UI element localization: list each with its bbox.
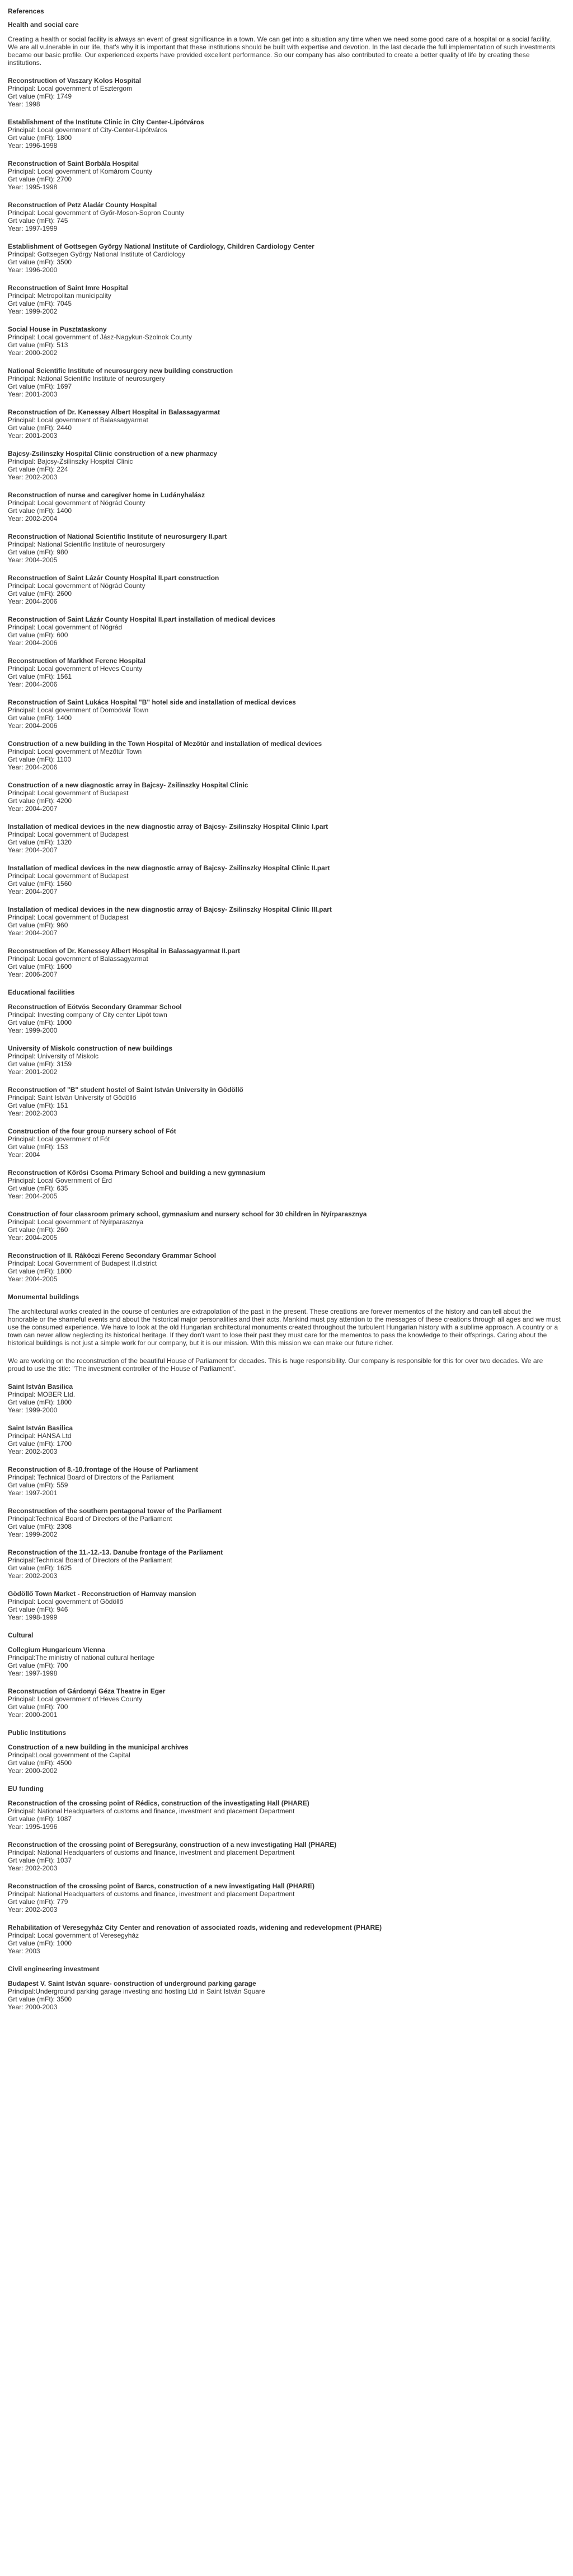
project-value: Grt value (mFt): 1400	[8, 714, 72, 722]
project-title: Reconstruction of 8.-10.frontage of the House of Parliament	[8, 1466, 199, 1473]
project-title: Reconstruction of Saint Borbála Hospital	[8, 160, 139, 167]
project-entry	[8, 1003, 570, 1034]
project-year: Year: 2004-2007	[8, 888, 58, 895]
project-principal: Principal: Local government of Esztergom	[8, 85, 133, 92]
project-principal: Principal:Local government of the Capital	[8, 1751, 130, 1759]
project-principal: Principal: National Scientific Institute of neurosurgery	[8, 540, 165, 548]
section-civil-engineering-investment	[8, 1965, 570, 2011]
project-principal: Principal: Investing company of City center Lipót town	[8, 1011, 167, 1019]
project-entry	[8, 1646, 570, 1677]
project-title: Reconstruction of Dr. Kenessey Albert Hospital in Balassagyarmat II.part	[8, 947, 241, 955]
project-entry	[8, 1882, 570, 1914]
project-value: Grt value (mFt): 1800	[8, 134, 72, 142]
project-value: Grt value (mFt): 1100	[8, 755, 72, 763]
project-value: Grt value (mFt): 2308	[8, 1523, 72, 1530]
section-health-and-social-care	[8, 21, 570, 978]
project-year: Year: 2003	[8, 1947, 40, 1955]
project-principal: Principal: Metropolitan municipality	[8, 292, 111, 300]
project-entry	[8, 1424, 570, 1455]
project-value: Grt value (mFt): 3500	[8, 1995, 72, 2003]
project-value: Grt value (mFt): 151	[8, 1102, 68, 1109]
project-entry	[8, 1507, 570, 1538]
project-year: Year: 2004-2006	[8, 680, 58, 688]
project-value: Grt value (mFt): 1560	[8, 880, 72, 888]
section-educational-facilities	[8, 988, 570, 1283]
project-year: Year: 2004-2007	[8, 929, 58, 937]
project-year: Year: 2004-2005	[8, 1234, 58, 1242]
project-entry	[8, 1799, 570, 1831]
project-entry	[8, 201, 570, 232]
project-title: Gödöllő Town Market - Reconstruction of Hamvay mansion	[8, 1590, 196, 1598]
project-principal: Principal: University of Miskolc	[8, 1052, 99, 1060]
project-principal: Principal: HANSA Ltd	[8, 1432, 72, 1440]
project-title: Construction of a new diagnostic array in Bajcsy- Zsilinszky Hospital Clinic	[8, 781, 248, 789]
section-title: EU funding	[8, 1785, 44, 1793]
project-value: Grt value (mFt): 745	[8, 217, 68, 225]
project-year: Year: 1998	[8, 100, 40, 108]
project-entry	[8, 615, 570, 647]
section-title: Educational facilities	[8, 988, 75, 996]
project-year: Year: 2001-2002	[8, 1068, 58, 1076]
section-monumental-buildings	[8, 1293, 570, 1621]
project-value: Grt value (mFt): 980	[8, 548, 68, 556]
project-value: Grt value (mFt): 153	[8, 1143, 68, 1151]
section-title: Civil engineering investment	[8, 1965, 100, 1973]
project-year: Year: 1999-2000	[8, 1026, 58, 1034]
section-title: Cultural	[8, 1631, 34, 1639]
project-value: Grt value (mFt): 700	[8, 1662, 68, 1669]
project-title: Saint István Basilica	[8, 1383, 73, 1390]
section-title: Monumental buildings	[8, 1293, 79, 1301]
project-title: Reconstruction of Saint Lázár County Hospital II.part installation of medical devices	[8, 615, 276, 623]
project-year: Year: 1997-2001	[8, 1489, 58, 1497]
project-year: Year: 1997-1999	[8, 225, 58, 232]
project-year: Year: 1996-1998	[8, 142, 58, 150]
project-year: Year: 2004-2005	[8, 1275, 58, 1283]
project-title: Reconstruction of the crossing point of Rédics, construction of the investigating Hall (PHARE)	[8, 1799, 309, 1807]
project-entry	[8, 325, 570, 357]
project-title: Rehabilitation of Veresegyház City Center and renovation of associated roads, widening and redevelopment (PHARE)	[8, 1924, 382, 1931]
project-year: Year: 2001-2003	[8, 432, 58, 440]
project-title: Construction of the four group nursery school of Fót	[8, 1127, 176, 1135]
project-value: Grt value (mFt): 700	[8, 1703, 68, 1711]
project-entry	[8, 864, 570, 895]
project-principal: Principal: Local government of Komárom County	[8, 167, 153, 175]
project-value: Grt value (mFt): 3159	[8, 1060, 72, 1068]
project-entry	[8, 1687, 570, 1719]
project-year: Year: 2006-2007	[8, 970, 58, 978]
project-value: Grt value (mFt): 1625	[8, 1564, 72, 1572]
section-public-institutions	[8, 1729, 570, 1775]
project-principal: Principal: Local government of Heves County	[8, 1695, 143, 1703]
project-entry	[8, 77, 570, 108]
project-principal: Principal: Local government of Heves County	[8, 665, 143, 673]
section-intro-paragraph: The architectural works created in the course of centuries are extrapolation of the past in the present. These creations are forever mementos of the history and can tell about the honorable or the shameful events and about the historical major personalities and their acts. Mankind must pay attention to the messages of these creations through all ages and we must use the consumed experience. We have to look at the old Hungarian architectural monuments created throughout the turbulent Hungarian history with a sublime approach. A country or a town can never allow neglecting its historical heritage. If they don't want to lose their past they must care for the mementos to pass the knowledge to their offsprings. Caring about the historical buildings is not just a simple work for our company, but it is our mission. With this mission we can make our future richer.	[8, 1308, 561, 1347]
project-entry	[8, 1548, 570, 1580]
page-title: References	[8, 7, 44, 15]
project-year: Year: 2002-2003	[8, 1864, 58, 1872]
project-value: Grt value (mFt): 960	[8, 921, 68, 929]
project-principal: Principal: Local government of Győr-Moson-Sopron County	[8, 209, 184, 217]
project-title: Installation of medical devices in the new diagnostic array of Bajcsy- Zsilinszky Hospital Clinic III.part	[8, 906, 332, 913]
project-principal: Principal: National Headquarters of customs and finance, investment and placement Department	[8, 1807, 295, 1815]
section-intro-paragraph: Creating a health or social facility is always an event of great significance in a town. We can get into a situation any time when we need some good care of a hospital or a social facility. We are all vulnerable in our life, that's why it is important that these institutions should be built with expertise and devotion. In the last decade the full implementation of such investments became our basic profile. Our experienced experts have provided excellent performance. So our company has also contributed to create a better quality of life by creating these institutions.	[8, 35, 556, 67]
project-entry	[8, 823, 570, 854]
project-title: Reconstruction of Saint Lázár County Hospital II.part construction	[8, 574, 219, 582]
project-principal: Principal: Local government of Nógrád County	[8, 582, 145, 590]
project-principal: Principal: Local Government of Érd	[8, 1177, 112, 1184]
project-value: Grt value (mFt): 1749	[8, 92, 72, 100]
project-entry	[8, 1924, 570, 1955]
project-value: Grt value (mFt): 4500	[8, 1759, 72, 1767]
project-principal: Principal: Local government of Budapest	[8, 913, 129, 921]
project-principal: Principal: Local government of Budapest	[8, 789, 129, 797]
project-year: Year: 1999-2000	[8, 1406, 58, 1414]
sections-container	[8, 21, 570, 2011]
project-title: Reconstruction of Saint Imre Hospital	[8, 284, 128, 292]
project-title: Establishment of Gottsegen György National Institute of Cardiology, Children Cardiology Center	[8, 242, 314, 250]
project-title: Reconstruction of Petz Aladár County Hospital	[8, 201, 157, 209]
project-value: Grt value (mFt): 4200	[8, 797, 72, 805]
project-year: Year: 1998-1999	[8, 1613, 58, 1621]
project-principal: Principal: Bajcsy-Zsilinszky Hospital Clinic	[8, 458, 133, 465]
project-year: Year: 1996-2000	[8, 266, 58, 274]
project-principal: Principal: Local government of Balassagyarmat	[8, 955, 148, 963]
project-value: Grt value (mFt): 1800	[8, 1398, 72, 1406]
project-entry	[8, 740, 570, 771]
project-entry	[8, 1210, 570, 1242]
project-year: Year: 2004-2007	[8, 846, 58, 854]
project-entry	[8, 242, 570, 274]
project-value: Grt value (mFt): 1000	[8, 1019, 72, 1026]
project-value: Grt value (mFt): 513	[8, 341, 68, 349]
project-entry	[8, 1086, 570, 1117]
project-year: Year: 1995-1998	[8, 183, 58, 191]
project-value: Grt value (mFt): 7045	[8, 300, 72, 307]
project-entry	[8, 574, 570, 605]
project-principal: Principal: National Headquarters of customs and finance, investment and placement Department	[8, 1849, 295, 1856]
project-year: Year: 1999-2002	[8, 307, 58, 315]
project-title: Installation of medical devices in the new diagnostic array of Bajcsy- Zsilinszky Hospital Clinic II.part	[8, 864, 330, 872]
project-value: Grt value (mFt): 1000	[8, 1939, 72, 1947]
project-title: Reconstruction of National Scientific Institute of neurosurgery II.part	[8, 533, 227, 540]
project-principal: Principal: MOBER Ltd.	[8, 1390, 76, 1398]
project-year: Year: 2002-2004	[8, 515, 58, 522]
project-year: Year: 2004-2005	[8, 1192, 58, 1200]
project-principal: Principal:Technical Board of Directors of the Parliament	[8, 1556, 172, 1564]
project-value: Grt value (mFt): 1320	[8, 838, 72, 846]
project-title: Reconstruction of "B" student hostel of Saint István University in Gödöllő	[8, 1086, 243, 1094]
project-value: Grt value (mFt): 1800	[8, 1267, 72, 1275]
project-year: Year: 2004-2006	[8, 598, 58, 605]
project-principal: Principal: Local government of Nógrád County	[8, 499, 145, 507]
project-title: Establishment of the Institute Clinic in City Center-Lipótváros	[8, 118, 204, 126]
project-entry	[8, 1044, 570, 1076]
project-principal: Principal: National Scientific Institute of neurosurgery	[8, 375, 165, 382]
project-entry	[8, 1841, 570, 1872]
project-year: Year: 2002-2003	[8, 1906, 58, 1914]
project-principal: Principal: Local government of Nyírparasznya	[8, 1218, 144, 1226]
project-entry	[8, 906, 570, 937]
project-principal: Principal:The ministry of national cultural heritage	[8, 1654, 155, 1662]
project-principal: Principal: Local government of Dombóvár Town	[8, 706, 149, 714]
project-entry	[8, 491, 570, 522]
section-eu-funding	[8, 1785, 570, 1955]
project-title: Saint István Basilica	[8, 1424, 73, 1432]
project-entry	[8, 284, 570, 315]
project-year: Year: 2004-2006	[8, 722, 58, 730]
project-value: Grt value (mFt): 559	[8, 1481, 68, 1489]
project-entry	[8, 533, 570, 564]
project-principal: Principal: Local government of City-Center-Lipótváros	[8, 126, 167, 134]
project-value: Grt value (mFt): 1600	[8, 963, 72, 970]
project-principal: Principal: Local government of Mezőtúr Town	[8, 748, 142, 755]
project-year: Year: 1995-1996	[8, 1823, 58, 1831]
project-entry	[8, 1590, 570, 1621]
project-entry	[8, 1383, 570, 1414]
project-value: Grt value (mFt): 1037	[8, 1856, 72, 1864]
project-title: Construction of a new building in the municipal archives	[8, 1743, 189, 1751]
project-year: Year: 2002-2003	[8, 1448, 58, 1455]
project-title: Reconstruction of II. Rákóczi Ferenc Secondary Grammar School	[8, 1252, 217, 1259]
project-year: Year: 2004-2007	[8, 805, 58, 813]
project-value: Grt value (mFt): 3500	[8, 258, 72, 266]
project-year: Year: 1997-1998	[8, 1669, 58, 1677]
project-entry	[8, 160, 570, 191]
project-value: Grt value (mFt): 2440	[8, 424, 72, 432]
project-entry	[8, 408, 570, 440]
section-intro-paragraph: We are working on the reconstruction of the beautiful House of Parliament for decades. This is huge responsibility. Our company is responsible for this for over two decades. We are proud to use the title: "The investment controller of the House of Parliament".	[8, 1357, 543, 1373]
project-entry	[8, 1980, 570, 2011]
section-title: Public Institutions	[8, 1729, 66, 1737]
project-year: Year: 1999-2002	[8, 1530, 58, 1538]
project-year: Year: 2004-2006	[8, 763, 58, 771]
project-entry	[8, 781, 570, 813]
project-title: Reconstruction of Vaszary Kolos Hospital	[8, 77, 142, 85]
project-principal: Principal: Local government of Budapest	[8, 872, 129, 880]
project-year: Year: 2002-2003	[8, 473, 58, 481]
project-year: Year: 2000-2003	[8, 2003, 58, 2011]
project-principal: Principal: Local government of Jász-Nagykun-Szolnok County	[8, 333, 192, 341]
project-value: Grt value (mFt): 600	[8, 631, 68, 639]
project-year: Year: 2002-2003	[8, 1572, 58, 1580]
section-title: Health and social care	[8, 21, 79, 29]
project-value: Grt value (mFt): 1087	[8, 1815, 72, 1823]
project-title: Budapest V. Saint István square- construction of underground parking garage	[8, 1980, 256, 1987]
project-title: National Scientific Institute of neurosurgery new building construction	[8, 367, 233, 375]
project-title: University of Miskolc construction of new buildings	[8, 1044, 173, 1052]
project-title: Reconstruction of Gárdonyi Géza Theatre in Eger	[8, 1687, 166, 1695]
project-year: Year: 2000-2001	[8, 1711, 58, 1719]
project-entry	[8, 1169, 570, 1200]
project-value: Grt value (mFt): 1400	[8, 507, 72, 515]
project-principal: Principal: Local government of Fót	[8, 1135, 110, 1143]
section-cultural	[8, 1631, 570, 1719]
project-title: Reconstruction of the 11.-12.-13. Danube frontage of the Parliament	[8, 1548, 223, 1556]
project-principal: Principal:Underground parking garage investing and hosting Ltd in Saint István Square	[8, 1987, 265, 1995]
project-title: Reconstruction of the crossing point of Beregsurány, construction of a new investigating Hall (PHARE)	[8, 1841, 337, 1849]
project-title: Reconstruction of Markhot Ferenc Hospital	[8, 657, 146, 665]
project-title: Construction of four classroom primary school, gymnasium and nursery school for 30 children in Nyírparasznya	[8, 1210, 367, 1218]
project-entry	[8, 698, 570, 730]
project-year: Year: 2002-2003	[8, 1109, 58, 1117]
project-principal: Principal:Technical Board of Directors of the Parliament	[8, 1515, 172, 1523]
project-title: Reconstruction of Saint Lukács Hospital "B" hotel side and installation of medical devices	[8, 698, 296, 706]
project-entry	[8, 1466, 570, 1497]
project-entry	[8, 367, 570, 398]
project-entry	[8, 947, 570, 978]
project-year: Year: 2004-2006	[8, 639, 58, 647]
project-principal: Principal: Local Government of Budapest II.district	[8, 1259, 157, 1267]
project-principal: Principal: Local government of Budapest	[8, 830, 129, 838]
project-year: Year: 2000-2002	[8, 1767, 58, 1775]
project-value: Grt value (mFt): 224	[8, 465, 68, 473]
project-value: Grt value (mFt): 2600	[8, 590, 72, 598]
project-value: Grt value (mFt): 1700	[8, 1440, 72, 1448]
project-value: Grt value (mFt): 946	[8, 1606, 68, 1613]
project-principal: Principal: Local government of Balassagyarmat	[8, 416, 148, 424]
project-title: Reconstruction of nurse and caregiver home in Ludányhalász	[8, 491, 205, 499]
project-title: Reconstruction of Dr. Kenessey Albert Hospital in Balassagyarmat	[8, 408, 220, 416]
project-entry	[8, 450, 570, 481]
project-title: Bajcsy-Zsilinszky Hospital Clinic construction of a new pharmacy	[8, 450, 218, 458]
project-entry	[8, 1127, 570, 1159]
project-title: Reconstruction of the southern pentagonal tower of the Parliament	[8, 1507, 222, 1515]
project-year: Year: 2004	[8, 1151, 40, 1159]
project-principal: Principal: National Headquarters of customs and finance, investment and placement Department	[8, 1890, 295, 1898]
project-title: Reconstruction of Eötvös Secondary Grammar School	[8, 1003, 182, 1011]
project-principal: Principal: Saint István University of Gödöllő	[8, 1094, 137, 1102]
project-year: Year: 2000-2002	[8, 349, 58, 357]
project-principal: Principal: Local government of Nógrád	[8, 623, 123, 631]
project-title: Reconstruction of the crossing point of Barcs, construction of a new investigating Hall (PHARE)	[8, 1882, 315, 1890]
project-entry	[8, 118, 570, 150]
project-title: Construction of a new building in the Town Hospital of Mezőtúr and installation of medical devices	[8, 740, 322, 748]
project-principal: Principal: Local government of Gödöllő	[8, 1598, 124, 1606]
project-value: Grt value (mFt): 2700	[8, 175, 72, 183]
project-value: Grt value (mFt): 635	[8, 1184, 68, 1192]
project-value: Grt value (mFt): 779	[8, 1898, 68, 1906]
project-year: Year: 2004-2005	[8, 556, 58, 564]
project-entry	[8, 657, 570, 688]
project-title: Social House in Pusztataskony	[8, 325, 107, 333]
project-entry	[8, 1743, 570, 1775]
project-entry	[8, 1252, 570, 1283]
project-principal: Principal: Local government of Veresegyház	[8, 1931, 139, 1939]
project-value: Grt value (mFt): 1561	[8, 673, 72, 680]
project-principal: Principal: Gottsegen György National Institute of Cardiology	[8, 250, 185, 258]
project-title: Collegium Hungaricum Vienna	[8, 1646, 105, 1654]
project-value: Grt value (mFt): 260	[8, 1226, 68, 1234]
project-principal: Principal: Technical Board of Directors of the Parliament	[8, 1473, 174, 1481]
project-year: Year: 2001-2003	[8, 390, 58, 398]
project-value: Grt value (mFt): 1697	[8, 382, 72, 390]
project-title: Reconstruction of Kőrösi Csoma Primary School and building a new gymnasium	[8, 1169, 266, 1177]
references-page	[8, 0, 570, 2011]
project-title: Installation of medical devices in the new diagnostic array of Bajcsy- Zsilinszky Hospital Clinic I.part	[8, 823, 328, 830]
